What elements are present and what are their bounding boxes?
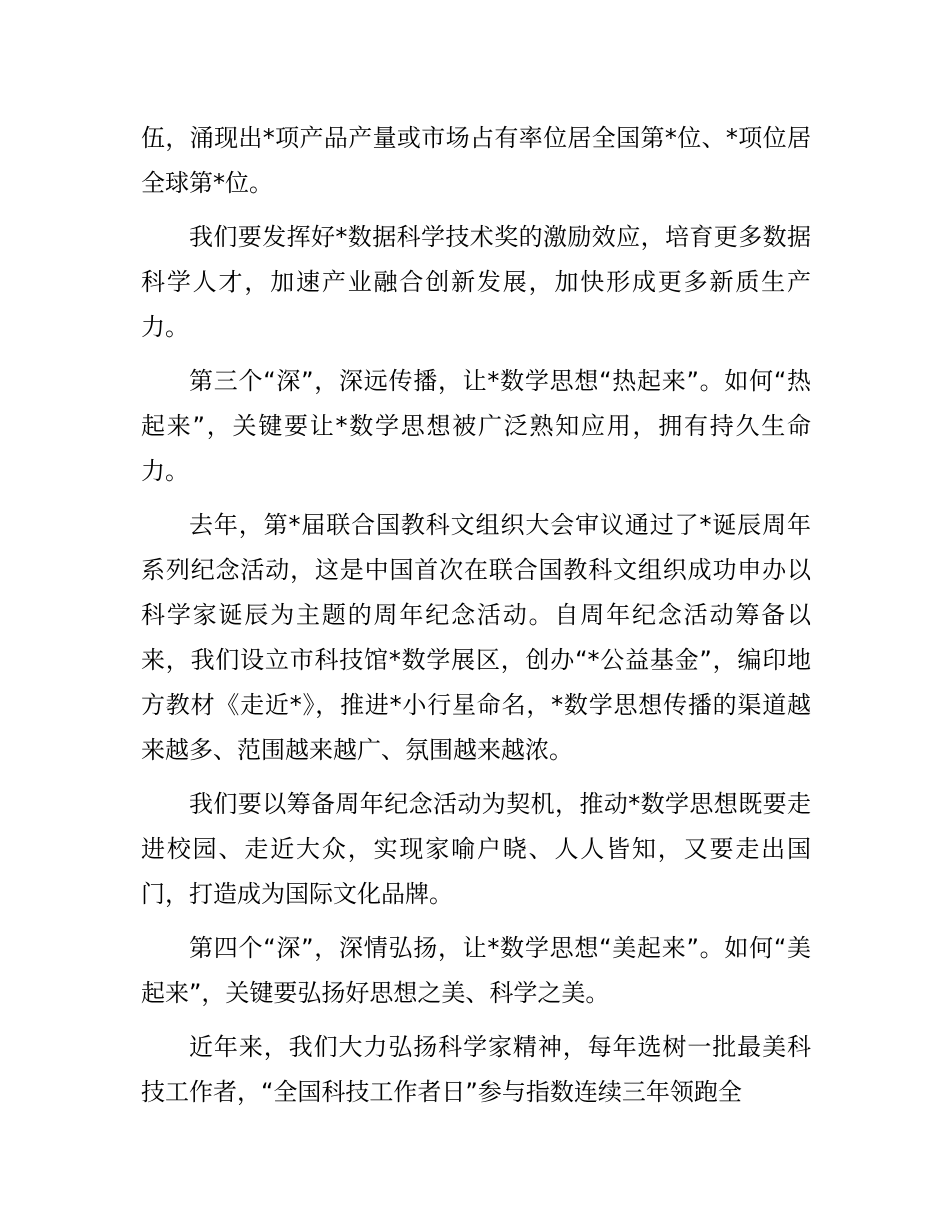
paragraph-5: 我们要以筹备周年纪念活动为契机，推动*数学思想既要走进校园、走近大众，实现家喻户晓、人人皆知，又要走出国门，打造成为国际文化品牌。 (141, 790, 811, 908)
paragraph-1: 伍，涌现出*项产品产量或市场占有率位居全国第*位、*项位居全球第*位。 (141, 124, 811, 197)
paragraph-4: 去年，第*届联合国教科文组织大会审议通过了*诞辰周年系列纪念活动，这是中国首次在联合国教科文组织成功申办以科学家诞辰为主题的周年纪念活动。自周年纪念活动筹备以来，我们设立市科技馆*数学展区，创办“*公益基金”，编印地方教材《走近*》，推进*小行星命名，*数学思想传播的渠道越来越多、范围越来越广、氛围越来越浓。 (141, 511, 811, 764)
paragraph-6: 第四个“深”，深情弘扬，让*数学思想“美起来”。如何“美起来”，关键要弘扬好思想之美、科学之美。 (141, 934, 811, 1007)
paragraph-2: 我们要发挥好*数据科学技术奖的激励效应，培育更多数据科学人才，加速产业融合创新发展，加快形成更多新质生产力。 (141, 223, 811, 341)
paragraph-3: 第三个“深”，深远传播，让*数学思想“热起来”。如何“热起来”，关键要让*数学思想被广泛熟知应用，拥有持久生命力。 (141, 367, 811, 485)
paragraph-7: 近年来，我们大力弘扬科学家精神，每年选树一批最美科技工作者，“全国科技工作者日”参与指数连续三年领跑全 (141, 1033, 811, 1106)
document-body (141, 116, 811, 1124)
